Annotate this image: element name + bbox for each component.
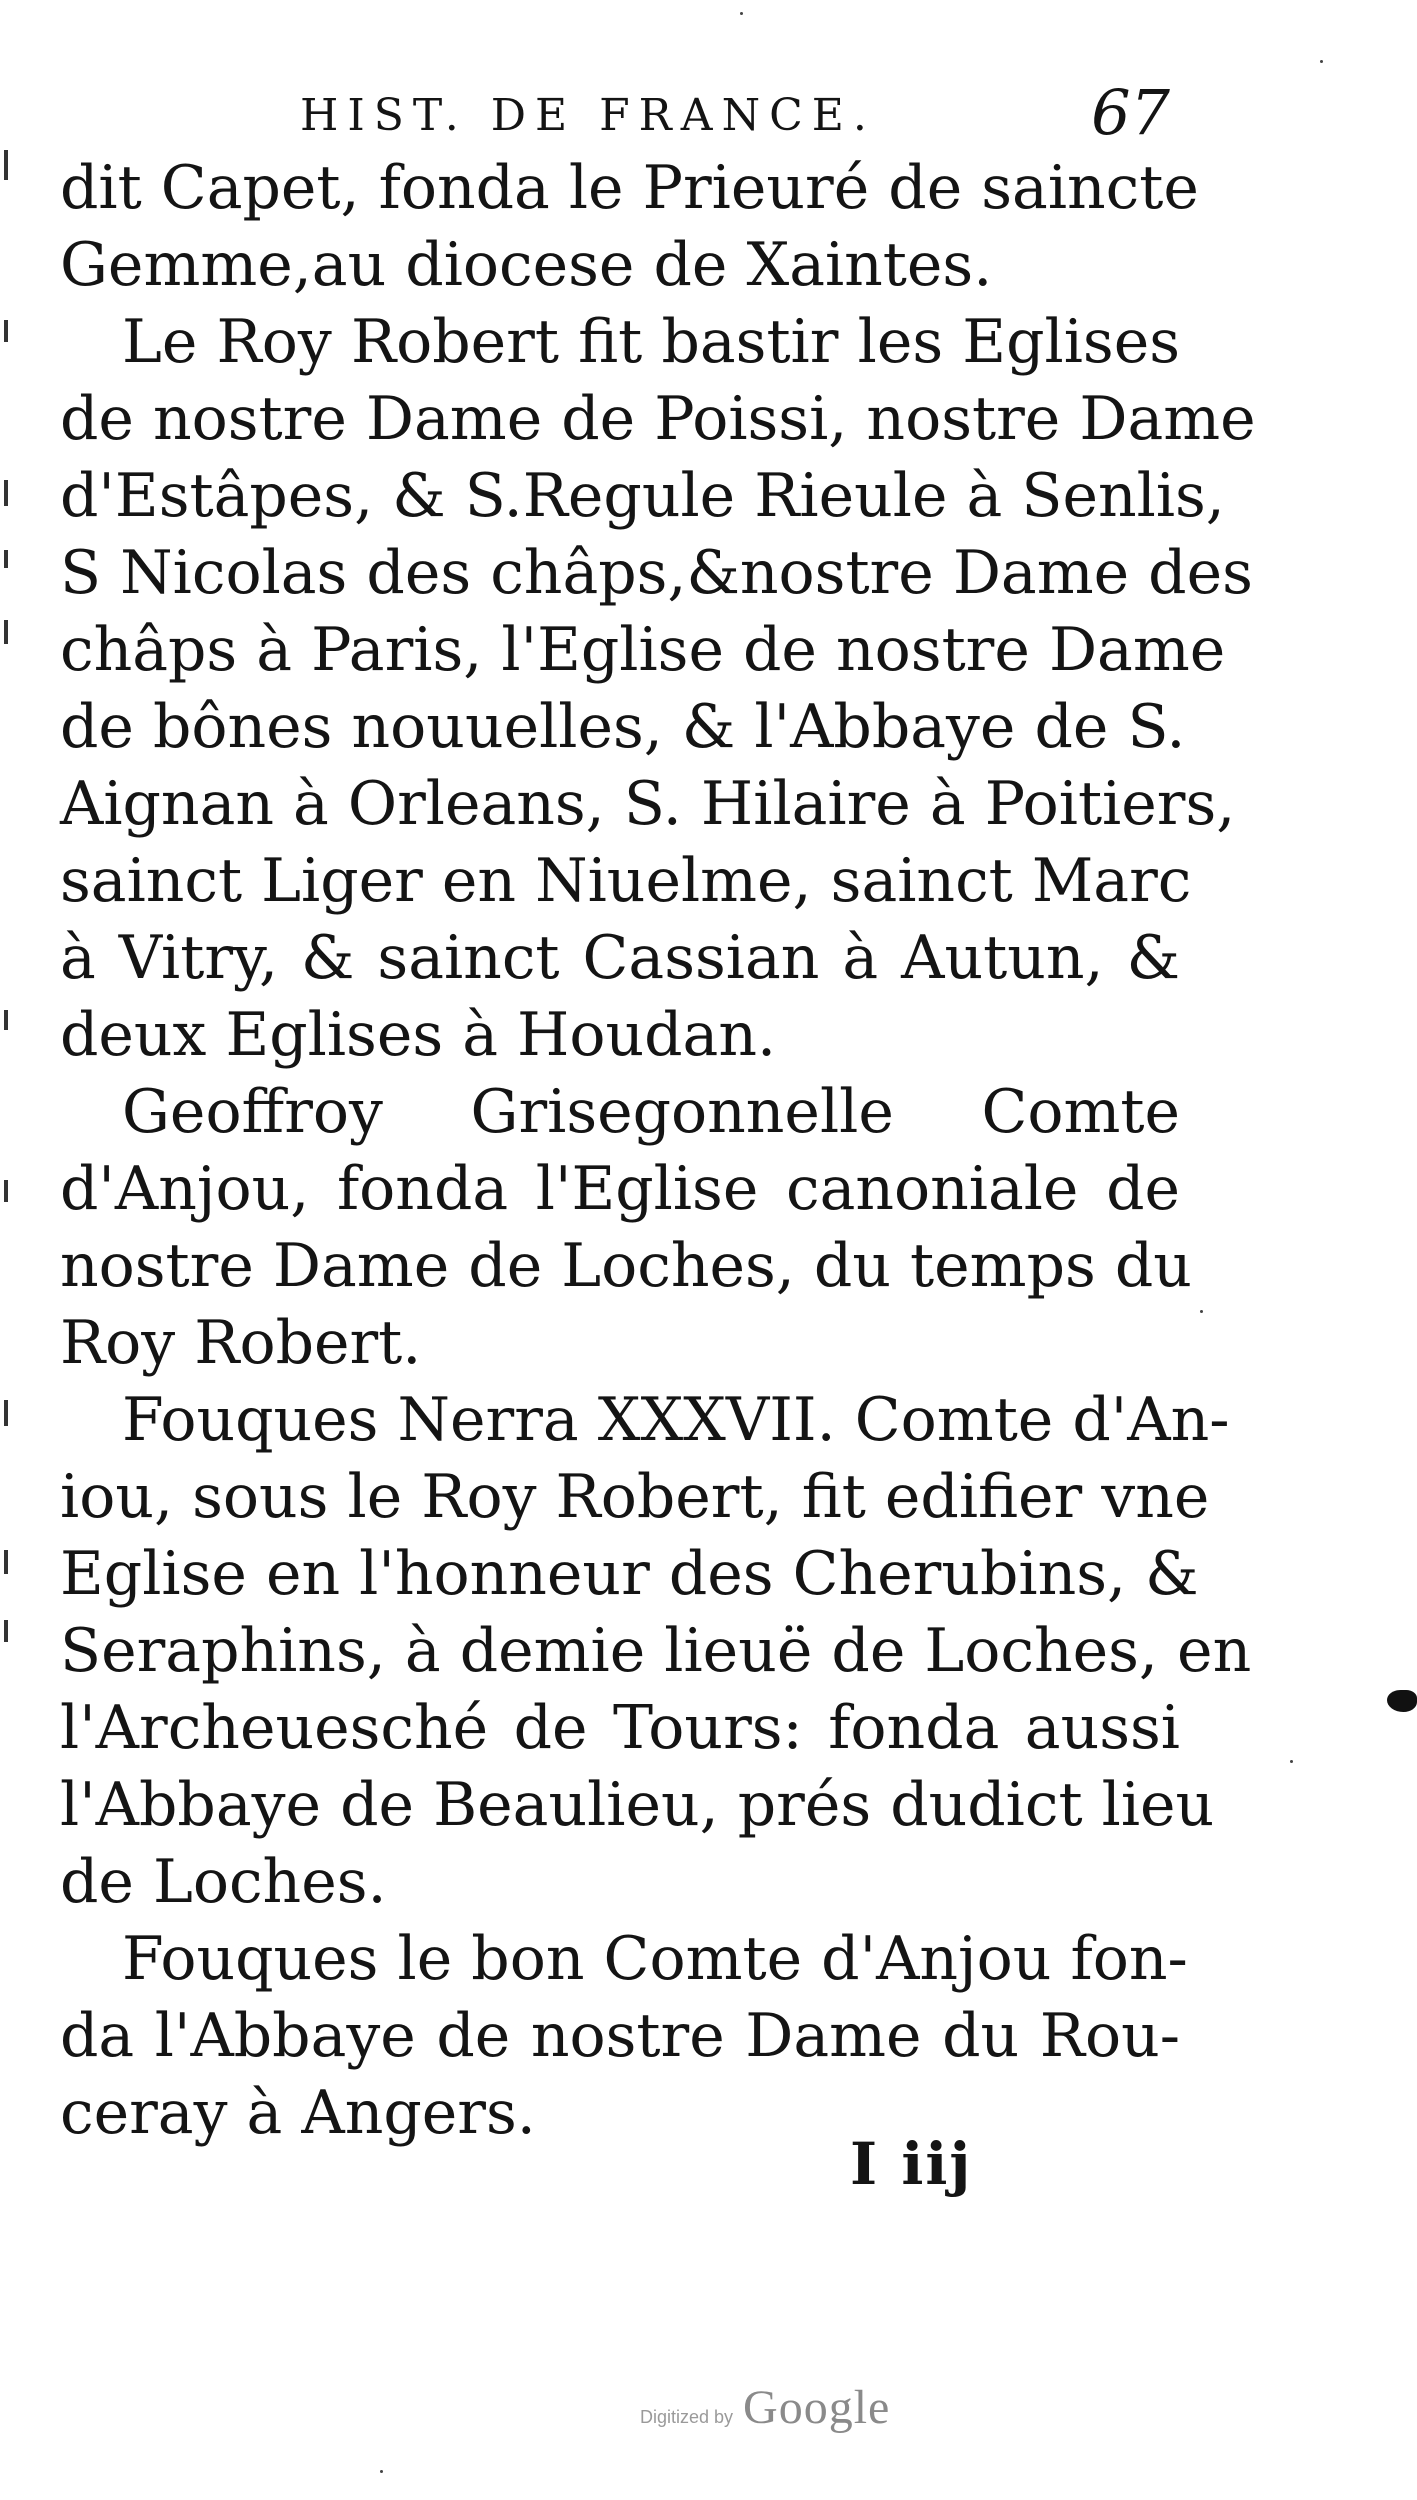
- speck: [1200, 1310, 1203, 1313]
- text-line: de nostre Dame de Poissi, nostre Dame: [60, 384, 1256, 454]
- margin-mark: [4, 1180, 8, 1202]
- margin-mark: [4, 480, 8, 506]
- paragraph-start-line: Fouques le bon Comte d'Anjou fon-: [122, 1924, 1188, 1994]
- digitized-by-label: Digitized by: [640, 2407, 734, 2427]
- text-line: Gemme,au diocese de Xaintes.: [60, 230, 993, 300]
- text-line: iou, sous le Roy Robert, fit edifier vne: [60, 1462, 1210, 1532]
- text-line: Seraphins, à demie lieuë de Loches, en: [60, 1616, 1252, 1686]
- google-logo: Google: [743, 2381, 891, 2434]
- text-line: châps à Paris, l'Eglise de nostre Dame: [60, 615, 1226, 685]
- text-line: S Nicolas des châps,&nostre Dame des: [60, 538, 1253, 608]
- margin-mark: [4, 1550, 8, 1574]
- page-number: 67: [1091, 76, 1170, 149]
- speck: [1320, 60, 1323, 63]
- left-margin-bleed: [0, 0, 20, 2500]
- text-line: dit Capet, fonda le Prieuré de saincte: [60, 153, 1199, 223]
- text-line: Eglise en l'honneur des Cherubins, &: [60, 1539, 1199, 1609]
- running-title: HIST. DE FRANCE.: [300, 90, 876, 141]
- text-line: de Loches.: [60, 1847, 387, 1917]
- paragraph-start-line: Le Roy Robert fit bastir les Eglises: [122, 307, 1180, 377]
- body-text: [60, 150, 1256, 2152]
- signature-mark: I iij: [850, 2130, 973, 2198]
- ink-blot: [1387, 1690, 1417, 1712]
- text-line: deux Eglises à Houdan.: [60, 1000, 777, 1070]
- text-line: d'Estâpes, & S.Regule Rieule à Senlis,: [60, 461, 1225, 531]
- text-line: ceray à Angers.: [60, 2078, 536, 2148]
- margin-mark: [4, 550, 8, 568]
- paragraph-start-line: Geoffroy Grisegonnelle Comte: [122, 1077, 1180, 1147]
- speck: [380, 2470, 383, 2473]
- speck: [740, 12, 743, 15]
- margin-mark: [4, 1010, 8, 1030]
- text-line: d'Anjou, fonda l'Eglise canoniale de: [60, 1154, 1180, 1224]
- margin-mark: [4, 150, 8, 180]
- text-line: Aignan à Orleans, S. Hilaire à Poitiers,: [60, 769, 1236, 839]
- digitization-watermark: [640, 2380, 890, 2440]
- speck: [1290, 1760, 1293, 1763]
- text-line: nostre Dame de Loches, du temps du: [60, 1231, 1192, 1301]
- text-line: da l'Abbaye de nostre Dame du Rou-: [60, 2001, 1180, 2071]
- margin-mark: [4, 320, 8, 342]
- page-header: [300, 76, 1180, 150]
- margin-mark: [4, 1620, 8, 1642]
- text-line: l'Archeuesché de Tours: fonda aussi: [60, 1693, 1180, 1763]
- text-line: à Vitry, & sainct Cassian à Autun, &: [60, 923, 1180, 993]
- margin-mark: [4, 620, 8, 644]
- text-line: sainct Liger en Niuelme, sainct Marc: [60, 846, 1192, 916]
- paragraph-start-line: Fouques Nerra XXXVII. Comte d'An-: [122, 1385, 1230, 1455]
- text-line: Roy Robert.: [60, 1308, 422, 1378]
- text-line: de bônes nouuelles, & l'Abbaye de S.: [60, 692, 1186, 762]
- margin-mark: [4, 1400, 8, 1426]
- text-line: l'Abbaye de Beaulieu, prés dudict lieu: [60, 1770, 1215, 1840]
